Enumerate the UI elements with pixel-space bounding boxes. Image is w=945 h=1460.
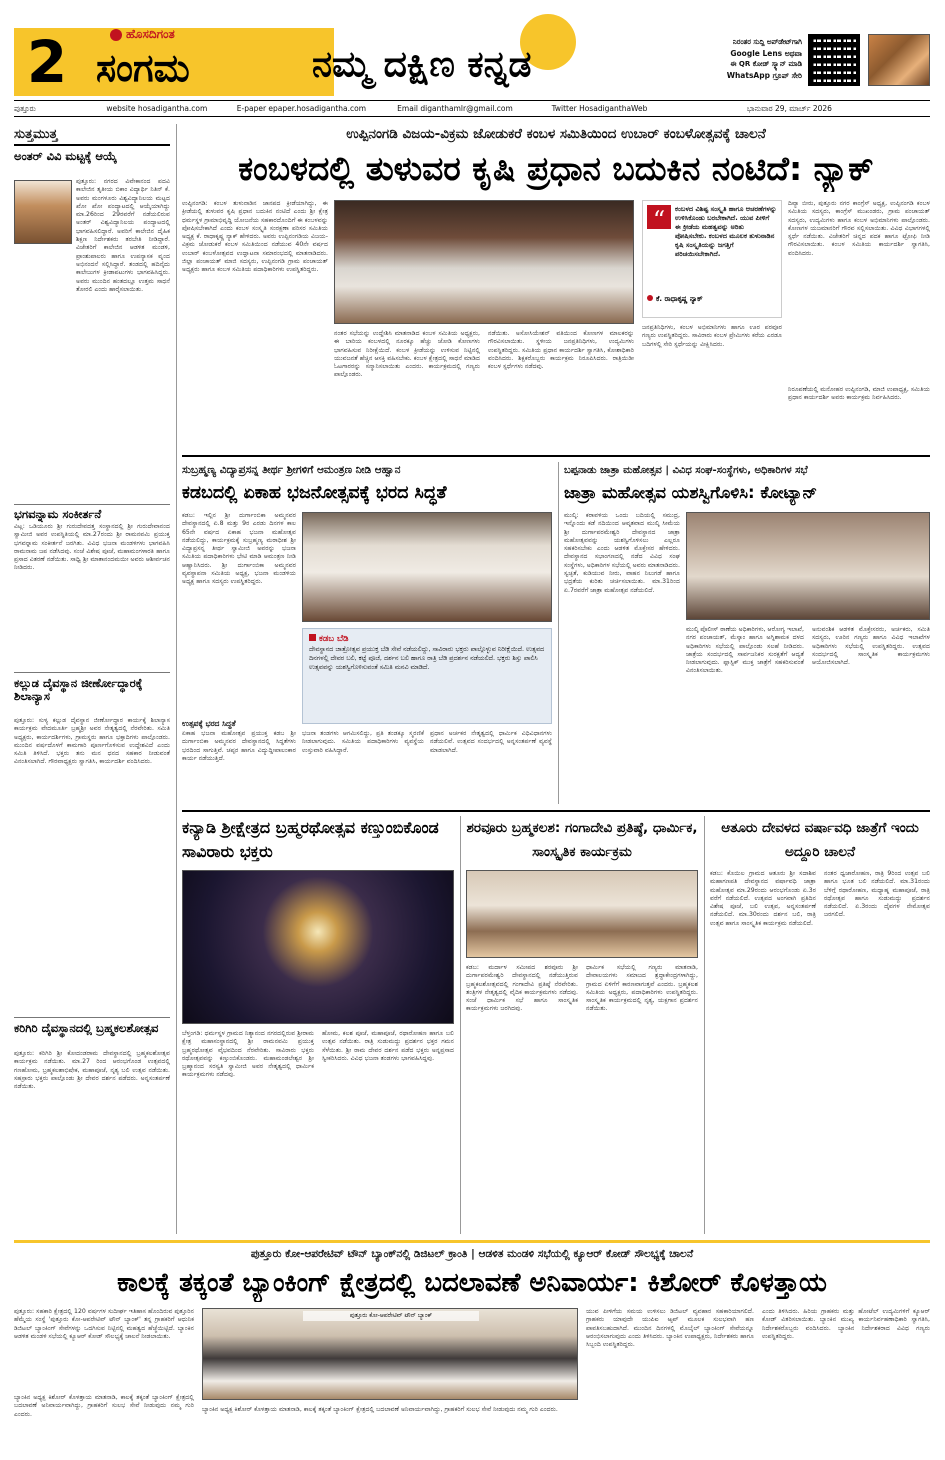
story-column: ಎಂದು ತಿಳಿಸಿದರು. ಹಿರಿಯ ಗ್ರಾಹಕರು ಮತ್ತು ಹೋಟೆಲ್ ಉದ್ಯಮಿಗಳಿಗೆ ಕ್ಯೂಆರ್ ಕೋಡ್ ವಿತರಿಸಲಾಯಿತು. ಬ್ಯಾಂಕಿನ ಮುಖ್ಯ ಕಾರ್ಯನಿರ್ವಹಣಾಧಿಕಾರಿ ಸ್ವಾಗತಿಸಿ, ನಿರ್ದೇಶಕರೊಬ್ಬರು ವಂದಿಸಿದರು. ಬ್ಯಾಂಕಿನ ನಿರ್ದೇಶಕರಾದ ವಿವಿಧ ಗಣ್ಯರು ಉಪಸ್ಥಿತರಿದ್ದರು. [762,1308,930,1340]
story-kicker: ಬಪ್ಪನಾಡು ಜಾತ್ರಾ ಮಹೋತ್ಸವ | ವಿವಿಧ ಸಂಘ-ಸಂಸ್ಥೆಗಳು, ಅಧಿಕಾರಿಗಳ ಸಭೆ [564,465,808,476]
bhajan-story [182,462,552,804]
sidebar-item-title: ಕರಿಗಿರಿ ದೈವಸ್ಥಾನದಲ್ಲಿ ಬ್ರಹ್ಮಕಲಶೋತ್ಸವ [14,1021,159,1035]
info-website[interactable]: website hosadigantha.com [106,104,208,113]
story-column: ನಿರೂಪಣೆಯಲ್ಲಿ ಮನೋಹರ ಉಪ್ಪಿನಂಗಡಿ, ಮಾಜಿ ಉಪಾಧ್ಯಕ್ಷ, ಸಮಿತಿಯ ಪ್ರಧಾನ ಕಾರ್ಯದರ್ಶಿ ಅವರು ಕಾರ್ಯಕ್ರಮ ನಿರ್ವಹಿಸಿದರು. [788,386,930,402]
story-column: ಏಕಾಹ ಭಜನಾ ಮಹೋತ್ಸವ ಪ್ರಯುಕ್ತ ಕಡಬ ಶ್ರೀ ದುರ್ಗಾಂಬಿಕಾ ಅಮ್ಮನವರ ದೇವಸ್ಥಾನದಲ್ಲಿ ಸಿದ್ಧತೆಗಳು ಭರದಿಂದ ಸಾಗುತ್ತಿವೆ. ಚಪ್ಪರ ಹಾಗೂ ವಿದ್ಯುದ್ದೀಪಾಲಂಕಾರ ಕಾರ್ಯ ನಡೆಯುತ್ತಿದೆ. [182,730,296,762]
story-column: ಬ್ಯಾಂಕಿನ ಅಧ್ಯಕ್ಷ ಕಿಶೋರ್ ಕೊಳತ್ತಾಯ ಮಾತನಾಡಿ, ಕಾಲಕ್ಕೆ ತಕ್ಕಂತೆ ಬ್ಯಾಂಕಿಂಗ್ ಕ್ಷೇತ್ರದಲ್ಲಿ ಬದಲಾವಣೆ ಅನಿವಾರ್ಯವಾಗಿದ್ದು, ಗ್ರಾಹಕರಿಗೆ ಸುಲಭ ಸೇವೆ ನೀಡುವುದು ನಮ್ಮ ಗುರಿ ಎಂದರು. [14,1394,194,1418]
page-title: ನಮ್ಮ ದಕ್ಷಿಣ ಕನ್ನಡ [312,44,532,85]
sidebar [14,124,170,1234]
story-column: ಭಜನಾ ತಂಡಗಳು ಆಗಮಿಸಲಿದ್ದು, ಪ್ರತಿ ತಂಡಕ್ಕೂ ಸ್ಮರಣಿಕೆ ನೀಡಲಾಗುವುದು. ಸಮಿತಿಯ ಪದಾಧಿಕಾರಿಗಳು ವ್ಯವಸ್ಥೆಯ ಉಸ್ತುವಾರಿ ವಹಿಸಿದ್ದಾರೆ. [302,730,424,754]
story-column: ಪ್ರಧಾನ ಅರ್ಚಕರ ನೇತೃತ್ವದಲ್ಲಿ ಧಾರ್ಮಿಕ ವಿಧಿವಿಧಾನಗಳು ನಡೆಯಲಿವೆ. ಉತ್ಸವದ ಸಂದರ್ಭದಲ್ಲಿ ಅನ್ನಸಂತರ್ಪಣೆ ವ್ಯವಸ್ಥೆ ಮಾಡಲಾಗಿದೆ. [430,730,552,754]
qr-caption-line: ಈ QR ಕೋಡ್ ಸ್ಕ್ಯಾನ್ ಮಾಡಿ [730,60,802,68]
header-photo [868,34,930,86]
info-epaper[interactable]: E-paper epaper.hosadigantha.com [236,104,367,113]
sidebar-item-title: ಕಲ್ಲುಡ ದೈವಸ್ಥಾನ ಜೀರ್ಣೋದ್ಧಾರಕ್ಕೆ ಶಿಲಾನ್ಯಾಸ [14,676,143,703]
sidebar-item-body: ಪುತ್ತೂರು: ನಗರದ ವಿವೇಕಾನಂದ ಪದವಿ ಕಾಲೇಜಿನ ತೃತೀಯ ಬಿಕಾಂ ವಿದ್ಯಾರ್ಥಿ ನಿತಿನ್ ಕೆ. ಅವರು ಮಂಗಳೂರು ವಿಶ್ವವಿದ್ಯಾನಿಲಯ ಮಟ್ಟದ ಖೋ ಖೋ ಪಂದ್ಯಾಟದಲ್ಲಿ ಆಯ್ಕೆಯಾಗಿದ್ದು ಮಾ.26ರಿಂದ 29ರವರೆಗೆ ನಡೆಯಲಿರುವ ಅಂತರ್ ವಿಶ್ವವಿದ್ಯಾನಿಲಯ ಪಂದ್ಯಾಟದಲ್ಲಿ ಭಾಗವಹಿಸಲಿದ್ದಾರೆ. ಅವರಿಗೆ ಕಾಲೇಜಿನ ದೈಹಿಕ ಶಿಕ್ಷಣ ನಿರ್ದೇಶಕರು ತರಬೇತಿ ನೀಡಿದ್ದಾರೆ. ವಿಜೇತರಿಗೆ ಕಾಲೇಜಿನ ಆಡಳಿತ ಮಂಡಳಿ, ಪ್ರಾಂಶುಪಾಲರು ಹಾಗೂ ಉಪನ್ಯಾಸಕ ವೃಂದ ಅಭಿನಂದನೆ ಸಲ್ಲಿಸಿದ್ದಾರೆ. ತಂಡದಲ್ಲಿ ಹದಿನೈದು ಕಾಲೇಜುಗಳ ಕ್ರೀಡಾಪಟುಗಳು ಭಾಗವಹಿಸಿದ್ದರು. ಅವರು ಮುಂದಿನ ಹಂತದಲ್ಲೂ ಉತ್ತಮ ಸಾಧನೆ ತೋರಲಿ ಎಂದು ಹಾರೈಸಲಾಯಿತು. [76,178,170,293]
bank-photo-caption: ಪುತ್ತೂರು ಕೋ-ಆಪರೇಟಿವ್ ಟೌನ್ ಬ್ಯಾಂಕ್ [303,1311,479,1321]
story-column: ಯುವ ಪೀಳಿಗೆಯ ಸಮಯ ಉಳಿಸಲು ಡಿಜಿಟಲ್ ವ್ಯವಹಾರ ಸಹಕಾರಿಯಾಗಲಿದೆ. ಗ್ರಾಹಕರು ಯಾವುದೇ ಯುಪಿಐ ಆ್ಯಪ್ ಮೂಲಕ ಸುಲಭವಾಗಿ ಹಣ ಪಾವತಿಸಬಹುದಾಗಿದೆ. ಮುಂದಿನ ದಿನಗಳಲ್ಲಿ ಮೊಬೈಲ್ ಬ್ಯಾಂಕಿಂಗ್ ಸೇವೆಯನ್ನೂ ಆರಂಭಿಸಲಾಗುವುದು ಎಂದು ತಿಳಿಸಿದರು. ಬ್ಯಾಂಕಿನ ಉಪಾಧ್ಯಕ್ಷರು, ನಿರ್ದೇಶಕರು ಹಾಗೂ ಸಿಬ್ಬಂದಿ ಉಪಸ್ಥಿತರಿದ್ದರು. [586,1308,754,1349]
masthead [0,0,945,98]
story-column: ಜನಪ್ರತಿನಿಧಿಗಳು, ಕಂಬಳ ಅಭಿಮಾನಿಗಳು ಹಾಗೂ ಊರ ಪರವೂರ ಗಣ್ಯರು ಉಪಸ್ಥಿತರಿದ್ದರು. ಸಾವಿರಾರು ಕಂಬಳ ಪ್ರೇಮಿಗಳು ಕರೆಯ ಎರಡೂ ಬದಿಗಳಲ್ಲಿ ಸೇರಿ ಸ್ಪರ್ಧೆಯನ್ನು ವೀಕ್ಷಿಸಿದರು. [642,324,782,348]
story-column: ಬ್ಯಾಂಕಿನ ಅಧ್ಯಕ್ಷ ಕಿಶೋರ್ ಕೊಳತ್ತಾಯ ಮಾತನಾಡಿ, ಕಾಲಕ್ಕೆ ತಕ್ಕಂತೆ ಬ್ಯಾಂಕಿಂಗ್ ಕ್ಷೇತ್ರದಲ್ಲಿ ಬದಲಾವಣೆ ಅನಿವಾರ್ಯವಾಗಿದ್ದು, ಗ್ರಾಹಕರಿಗೆ ಸುಲಭ ಸೇವೆ ನೀಡುವುದು ನಮ್ಮ ಗುರಿ ಎಂದರು. [202,1406,558,1413]
sidebar-item-body: ಪುತ್ತೂರು: ಕರಿಗಿರಿ ಶ್ರೀ ಕೋದಂಡರಾಮ ದೇವಸ್ಥಾನದಲ್ಲಿ ಬ್ರಹ್ಮಕಲಶೋತ್ಸವ ಕಾರ್ಯಕ್ರಮ ನಡೆಯಿತು. ಮಾ.27 ರಿಂದ ಆರಂಭಗೊಂಡ ಉತ್ಸವದಲ್ಲಿ ಗಣಹೋಮ, ಬ್ರಹ್ಮಕಲಶಾಭಿಷೇಕ, ಮಹಾಪೂಜೆ, ನೃತ್ಯ ಬಲಿ ಉತ್ಸವ ನಡೆಯಿತು. ಸಹಸ್ರಾರು ಭಕ್ತರು ಪಾಲ್ಗೊಂಡು ಶ್ರೀ ದೇವರ ದರ್ಶನ ಪಡೆದರು. ಅನ್ನಸಂತರ್ಪಣೆ ನಡೆಯಿತು. [14,1050,170,1091]
bank-accent-line [14,1240,930,1243]
sidebar-avatar [14,180,72,244]
sidebar-header-label: ಸುತ್ತಮುತ್ತ [14,127,58,142]
story-subhead: ಉತ್ಸವಕ್ಕೆ ಭರದ ಸಿದ್ಧತೆ [182,719,236,728]
info-city: ಪುತ್ತೂರು [14,104,36,113]
quote-author-name: ಕೆ. ರಾಧಾಕೃಷ್ಣ ನ್ಯಾಕ್ [656,295,703,303]
story-column: ನಂತರ ಧ್ವಜಾರೋಹಣ, ರಾತ್ರಿ 9ರಿಂದ ಉತ್ಸವ ಬಲಿ ಹಾಗೂ ಭೂತ ಬಲಿ ನಡೆಯಲಿದೆ. ಮಾ.31ರಂದು ಬೆಳಿಗ್ಗೆ ರಥಾರೋಹಣ, ಮಧ್ಯಾಹ್ನ ಮಹಾಪೂಜೆ, ರಾತ್ರಿ ರಥೋತ್ಸವ ಹಾಗೂ ಸುಡುಮದ್ದು ಪ್ರದರ್ಶನ ನಡೆಯಲಿದೆ. ಏ.3ರಂದು ದೈವಗಳ ನೇಮೋತ್ಸವ ಜರಗಲಿದೆ. [824,870,930,919]
sidebar-item [14,677,170,1009]
bank-photo [202,1308,578,1400]
story-column: ಕಡಬ: ಇಲ್ಲಿನ ಶ್ರೀ ದುರ್ಗಾಂಬಿಕಾ ಅಮ್ಮನವರ ದೇವಸ್ಥಾನದಲ್ಲಿ ಏ.8 ಮತ್ತು 9ರ ಎರಡು ದಿನಗಳ ಕಾಲ 65ನೇ ವರ್ಷದ ಏಕಾಹ ಭಜನಾ ಮಹೋತ್ಸವ ನಡೆಯಲಿದ್ದು, ಕಾರ್ಯಕ್ರಮಕ್ಕೆ ಸುಬ್ರಹ್ಮಣ್ಯ ಮಠಾಧೀಶ ಶ್ರೀ ವಿದ್ಯಾಪ್ರಸನ್ನ ತೀರ್ಥ ಸ್ವಾಮೀಜಿ ಅವರನ್ನು ಭಜನಾ ಸಮಿತಿಯ ಪದಾಧಿಕಾರಿಗಳು ಭೇಟಿ ಮಾಡಿ ಆಮಂತ್ರಣ ನೀಡಿ ಆಹ್ವಾನಿಸಿದರು. ಶ್ರೀ ದುರ್ಗಾಂಬಿಕಾ ಅಮ್ಮನವರ ವ್ಯವಸ್ಥಾಪನಾ ಸಮಿತಿಯ ಅಧ್ಯಕ್ಷ, ಭಜನಾ ಮಂಡಳಿಯ ಅಧ್ಯಕ್ಷ ಹಾಗೂ ಸದಸ್ಯರು ಉಪಸ್ಥಿತರಿದ್ದರು. [182,512,296,586]
story-column: ಮುಲ್ಕಿ ಪೊಲೀಸ್ ಠಾಣೆಯ ಅಧಿಕಾರಿಗಳು, ಆರೋಗ್ಯ ಇಲಾಖೆ, ನಗರ ಪಂಚಾಯತ್, ಮೆಸ್ಕಾಂ ಹಾಗೂ ಅಗ್ನಿಶಾಮಕ ದಳದ ಅಧಿಕಾರಿಗಳು ಸಭೆಯಲ್ಲಿ ಪಾಲ್ಗೊಂಡು ಸಲಹೆ ನೀಡಿದರು. ಜಾತ್ರೆಯ ಸಂದರ್ಭದಲ್ಲಿ ಸಾರ್ವಜನಿಕರ ಸುರಕ್ಷತೆಗೆ ಆದ್ಯತೆ ನೀಡಲಾಗುವುದು. ಪ್ಲಾಸ್ಟಿಕ್ ಮುಕ್ತ ಜಾತ್ರೆಗೆ ಸಹಕರಿಸುವಂತೆ ವಿನಂತಿಸಲಾಯಿತು. [686,626,804,675]
quote-author [647,294,777,304]
qr-caption-line: WhatsApp ಗ್ರೂಪ್ ಸೇರಿ [726,71,802,80]
bedi-box-icon [309,634,316,641]
bhajan-photo [302,512,552,622]
story-headline: ಆತೂರು ದೇವಳದ ವರ್ಷಾವಧಿ ಜಾತ್ರೆಗೆ ಇಂದು ಅದ್ದೂರಿ ಚಾಲನೆ [721,820,919,860]
sidebar-item-body: ಪುತ್ತೂರು: ಸುಳ್ಯ ಕಲ್ಲುಡ ದೈವಸ್ಥಾನ ಜೀರ್ಣೋದ್ಧಾರ ಕಾರ್ಯಕ್ಕೆ ಶಿಲಾನ್ಯಾಸ ಕಾರ್ಯಕ್ರಮ ವೇದಮೂರ್ತಿ ಬ್ರಹ್ಮಶ್ರೀ ಅವರ ನೇತೃತ್ವದಲ್ಲಿ ನೆರವೇರಿತು. ಸಮಿತಿ ಅಧ್ಯಕ್ಷರು, ಕಾರ್ಯದರ್ಶಿಗಳು, ಗ್ರಾಮಸ್ಥರು ಹಾಗೂ ಭಕ್ತಾದಿಗಳು ಪಾಲ್ಗೊಂಡರು. ಮುಂದಿನ ವರ್ಷದೊಳಗೆ ಕಾಮಗಾರಿ ಪೂರ್ಣಗೊಳಿಸುವ ಉದ್ದೇಶವಿದೆ ಎಂದು ಸಮಿತಿ ತಿಳಿಸಿದೆ. ಭಕ್ತರು ತನು ಮನ ಧನದ ಸಹಕಾರ ನೀಡುವಂತೆ ವಿನಂತಿಸಲಾಗಿದೆ. ಗೌರವಾಧ್ಯಕ್ಷರು ಸ್ವಾಗತಿಸಿ, ಕಾರ್ಯದರ್ಶಿ ವಂದಿಸಿದರು. [14,717,170,766]
qr-caption [642,37,802,95]
story-column: ನಡೆಯಿತು. ಅಸೋಸಿಯೇಶನ್ ವತಿಯಿಂದ ಕೋಣಗಳ ಮಾಲಕರನ್ನು ಗೌರವಿಸಲಾಯಿತು. ಸ್ಥಳೀಯ ಜನಪ್ರತಿನಿಧಿಗಳು, ಉದ್ಯಮಿಗಳು ಉಪಸ್ಥಿತರಿದ್ದರು. ಸಮಿತಿಯ ಪ್ರಧಾನ ಕಾರ್ಯದರ್ಶಿ ಸ್ವಾಗತಿಸಿ, ಕೋಶಾಧಿಕಾರಿ ವಂದಿಸಿದರು. ಶಿಕ್ಷಕರೊಬ್ಬರು ಕಾರ್ಯಕ್ರಮ ನಿರೂಪಿಸಿದರು. ರಾತ್ರಿಯಿಡೀ ಕಂಬಳ ಸ್ಪರ್ಧೆಗಳು ನಡೆದವು. [488,330,634,371]
quote-box [642,200,782,318]
story-headline: ಜಾತ್ರಾ ಮಹೋತ್ಸವ ಯಶಸ್ವಿಗೊಳಿಸಿ: ಕೋಟ್ಯಾನ್ [564,483,818,502]
bedi-box [302,628,552,724]
story-headline: ಶರವೂರು ಬ್ರಹ್ಮಕಲಶ: ಗಂಗಾದೇವಿ ಪ್ರತಿಷ್ಠೆ, ಧಾರ್ಮಿಕ, ಸಾಂಸ್ಕೃತಿಕ ಕಾರ್ಯಕ್ರಮ [466,820,698,860]
kambala-story [182,124,930,450]
page-number: 2 [26,28,68,96]
story-kicker: ಸುಬ್ರಹ್ಮಣ್ಯ ವಿದ್ಯಾಪ್ರಸನ್ನ ತೀರ್ಥ ಶ್ರೀಗಳಿಗೆ ಆಮಂತ್ರಣ ನೀಡಿ ಆಹ್ವಾನ [182,464,401,476]
quote-bullet-icon [647,295,653,301]
jatra-photo [686,512,930,620]
story-column: ಅನುವಂಶಿಕ ಆಡಳಿತ ಮೊಕ್ತೇಸರರು, ಅರ್ಚಕರು, ಸಮಿತಿ ಸದಸ್ಯರು, ಊರಿನ ಗಣ್ಯರು ಹಾಗೂ ವಿವಿಧ ಇಲಾಖೆಗಳ ಅಧಿಕಾರಿಗಳು ಸಭೆಯಲ್ಲಿ ಉಪಸ್ಥಿತರಿದ್ದರು. ಉತ್ಸವದ ಸಂದರ್ಭದಲ್ಲಿ ಸಾಂಸ್ಕೃತಿಕ ಕಾರ್ಯಕ್ರಮಗಳು ಆಯೋಜಿಸಲಾಗಿದೆ. [812,626,930,667]
brand-logo [110,26,250,42]
kambala-photo [334,200,634,324]
info-email[interactable]: Email diganthamlr@gmail.com [397,104,513,113]
story-column: ಕಡಬ: ಕೊಯಿಲ ಗ್ರಾಮದ ಆತೂರು ಶ್ರೀ ಸದಾಶಿವ ಮಹಾಗಣಪತಿ ದೇವಸ್ಥಾನದ ವರ್ಷಾವಧಿ ಜಾತ್ರಾ ಮಹೋತ್ಸವ ಮಾ.29ರಂದು ಆರಂಭಗೊಂಡು ಏ.3ರ ವರೆಗೆ ನಡೆಯಲಿದೆ. ಉತ್ಸವದ ಅಂಗವಾಗಿ ಪ್ರತಿದಿನ ವಿಶೇಷ ಪೂಜೆ, ಬಲಿ ಉತ್ಸವ, ಅನ್ನಸಂತರ್ಪಣೆ ನಡೆಯಲಿದೆ. ಮಾ.30ರಂದು ದರ್ಶನ ಬಲಿ, ರಾತ್ರಿ ಉತ್ಸವ ಹಾಗೂ ಸಾಂಸ್ಕೃತಿಕ ಕಾರ್ಯಕ್ರಮ ನಡೆಯಲಿದೆ. [710,870,816,927]
story-headline: ಕಂಬಳದಲ್ಲಿ ತುಳುವರ ಕೃಷಿ ಪ್ರಧಾನ ಬದುಕಿನ ನಂಟಿದೆ: ನ್ಯಾಕ್ [238,149,874,188]
sidebar-item [14,150,170,496]
story-column: ಮುಲ್ಕಿ: ಕರಾವಳಿಯ ಒಂದು ಬದಿಯಲ್ಲಿ ಸಮುದ್ರ, ಇನ್ನೊಂದು ಕಡೆ ನದಿಯಿಂದ ಆವೃತವಾದ ಮುಲ್ಕಿ ಸೀಮೆಯ ಶ್ರೀ ದುರ್ಗಾಪರಮೇಶ್ವರಿ ದೇವಸ್ಥಾನದ ಜಾತ್ರಾ ಮಹೋತ್ಸವವನ್ನು ಯಶಸ್ವಿಗೊಳಿಸಲು ಎಲ್ಲರೂ ಸಹಕರಿಸಬೇಕು ಎಂದು ಆಡಳಿತ ಮೊಕ್ತೇಸರ ಹೇಳಿದರು. ದೇವಸ್ಥಾನದ ಸಭಾಂಗಣದಲ್ಲಿ ನಡೆದ ವಿವಿಧ ಸಂಘ ಸಂಸ್ಥೆಗಳು, ಅಧಿಕಾರಿಗಳ ಸಭೆಯಲ್ಲಿ ಅವರು ಮಾತನಾಡಿದರು. ಸ್ವಚ್ಛತೆ, ಕುಡಿಯುವ ನೀರು, ವಾಹನ ನಿಲುಗಡೆ ಹಾಗೂ ಭದ್ರತೆಯ ಕುರಿತು ಚರ್ಚಿಸಲಾಯಿತು. ಮಾ.31ರಿಂದ ಏ.7ರವರೆಗೆ ಜಾತ್ರಾ ಮಹೋತ್ಸವ ನಡೆಯಲಿದೆ. [564,512,680,594]
bedi-box-body: ದೇವಸ್ಥಾನದ ಜಾತ್ರೋತ್ಸವ ಪ್ರಯುಕ್ತ ಬೆಡಿ ಸೇವೆ ನಡೆಯಲಿದ್ದು, ಸಾವಿರಾರು ಭಕ್ತರು ಪಾಲ್ಗೊಳ್ಳುವ ನಿರೀಕ್ಷೆಯಿದೆ. ಉತ್ಸವದ ದಿನಗಳಲ್ಲಿ ದೇವರ ಬಲಿ, ಕಟ್ಟೆ ಪೂಜೆ, ದರ್ಶನ ಬಲಿ ಹಾಗೂ ರಾತ್ರಿ ಬೆಡಿ ಪ್ರದರ್ಶನ ನಡೆಯಲಿದೆ. ಭಕ್ತರು ಶಿಸ್ತು ಪಾಲಿಸಿ ಉತ್ಸವವನ್ನು ಯಶಸ್ವಿಗೊಳಿಸುವಂತೆ ಸಮಿತಿ ಮನವಿ ಮಾಡಿದೆ. [309,645,545,671]
story-column: ಪುತ್ತೂರು: ಸಹಕಾರಿ ಕ್ಷೇತ್ರದಲ್ಲಿ 120 ವರ್ಷಗಳ ಸುದೀರ್ಘ ಇತಿಹಾಸ ಹೊಂದಿರುವ ಪುತ್ತೂರಿನ ಹೆಮ್ಮೆಯ ಸಂಸ್ಥೆ 'ಪುತ್ತೂರು ಕೋ-ಆಪರೇಟಿವ್ ಟೌನ್ ಬ್ಯಾಂಕ್' ತನ್ನ ಗ್ರಾಹಕರಿಗೆ ಆಧುನಿಕ ಡಿಜಿಟಲ್ ಬ್ಯಾಂಕಿಂಗ್ ಸೇವೆಗಳನ್ನು ಒದಗಿಸುವ ನಿಟ್ಟಿನಲ್ಲಿ ಮಹತ್ವದ ಹೆಜ್ಜೆಯಿಟ್ಟಿದೆ. ಬ್ಯಾಂಕಿನ ಆಡಳಿತ ಮಂಡಳಿ ಸಭೆಯಲ್ಲಿ ಕ್ಯೂಆರ್ ಕೋಡ್ ಸೌಲಭ್ಯಕ್ಕೆ ಚಾಲನೆ ನೀಡಲಾಯಿತು. [14,1308,194,1340]
sidebar-item [14,508,170,669]
quote-text: ಕಂಬಳದ ವಿಶಿಷ್ಟ ಸಂಸ್ಕೃತಿ ಹಾಗೂ ಆಚರಣೆಗಳನ್ನು ಉಳಿಸಿಕೊಂಡು ಬರಬೇಕಾಗಿದೆ. ಯುವ ಪೀಳಿಗೆ ಈ ಕ್ರೀಡೆಯ ಮಹತ್ವವನ್ನು ಅರಿತು ಪೋಷಿಸಬೇಕು. ಕಂಬಳದ ಮೂಲಕ ತುಳುನಾಡಿನ ಕೃಷಿ ಸಂಸ್ಕೃತಿಯನ್ನು ಜಗತ್ತಿಗೆ ಪರಿಚಯಿಸಬೇಕಾಗಿದೆ. [675,205,777,258]
atur-story [710,816,930,1234]
sharavoor-photo [466,870,698,958]
quote-icon: “ [647,205,671,229]
story-kicker: ಪುತ್ತೂರು ಕೋ-ಆಪರೇಟಿವ್ ಟೌನ್ ಬ್ಯಾಂಕ್‌ನಲ್ಲಿ ಡಿಜಿಟಲ್ ಕ್ರಾಂತಿ | ಆಡಳಿತ ಮಂಡಳಿ ಸಭೆಯಲ್ಲಿ ಕ್ಯೂಆರ್ ಕೋಡ್ ಸೌಲಭ್ಯಕ್ಕೆ ಚಾಲನೆ [250,1248,694,1260]
info-bar [14,100,930,117]
bedi-box-title [309,633,545,645]
story-column: ದಿವ್ಯಾ ಬೀರು, ಪುತ್ತೂರು ನಗರ ಕಾಂಗ್ರೆಸ್ ಅಧ್ಯಕ್ಷ, ಉಪ್ಪಿನಂಗಡಿ ಕಂಬಳ ಸಮಿತಿಯ ಸದಸ್ಯರು, ಕಾಂಗ್ರೆಸ್ ಮುಖಂಡರು, ಗ್ರಾಮ ಪಂಚಾಯತ್ ಸದಸ್ಯರು, ಉದ್ಯಮಿಗಳು ಹಾಗೂ ಕಂಬಳ ಅಭಿಮಾನಿಗಳು ಪಾಲ್ಗೊಂಡರು. ಕೋಣಗಳ ಯಜಮಾನರಿಗೆ ಗೌರವ ಸಲ್ಲಿಸಲಾಯಿತು. ವಿವಿಧ ವಿಭಾಗಗಳಲ್ಲಿ ಸ್ಪರ್ಧೆ ನಡೆಯಿತು. ವಿಜೇತರಿಗೆ ಚಿನ್ನದ ಪದಕ ಹಾಗೂ ಟ್ರೋಫಿ ನೀಡಿ ಗೌರವಿಸಲಾಯಿತು. ಕಂಬಳ ಸಮಿತಿಯ ಕಾರ್ಯದರ್ಶಿ ಸ್ವಾಗತಿಸಿ, ವಂದಿಸಿದರು. [788,200,930,257]
sidebar-item-title: ಭಗವನ್ನಾಮ ಸಂಕೀರ್ತನೆ [14,507,102,521]
supplement-name: ಸಂಗಮ [96,46,190,90]
brahmaratha-story [182,816,454,1234]
story-column: ಹೋಮ, ಕಲಶ ಪೂಜೆ, ಮಹಾಪೂಜೆ, ರಥಾರೋಹಣ ಹಾಗೂ ಬಲಿ ಉತ್ಸವ ನಡೆಯಿತು. ರಾತ್ರಿ ಸುಡುಮದ್ದು ಪ್ರದರ್ಶನ ಭಕ್ತರ ಗಮನ ಸೆಳೆಯಿತು. ಶ್ರೀ ರಾಮ ದೇವರ ದರ್ಶನ ಪಡೆದ ಭಕ್ತರು ಅನ್ನಪ್ರಸಾದ ಸ್ವೀಕರಿಸಿದರು. ವಿವಿಧ ಭಜನಾ ತಂಡಗಳು ಭಾಗವಹಿಸಿದ್ದವು. [322,1030,454,1062]
story-headline: ಕಾಲಕ್ಕೆ ತಕ್ಕಂತೆ ಬ್ಯಾಂಕಿಂಗ್ ಕ್ಷೇತ್ರದಲ್ಲಿ ಬದಲಾವಣೆ ಅನಿವಾರ್ಯ: ಕಿಶೋರ್ ಕೊಳತ್ತಾಯ [117,1268,827,1298]
sidebar-item-body: ವಿಟ್ಲ: ಒಡಿಯೂರು ಶ್ರೀ ಗುರುದೇವದತ್ತ ಸಂಸ್ಥಾನದಲ್ಲಿ ಶ್ರೀ ಗುರುದೇವಾನಂದ ಸ್ವಾಮೀಜಿ ಅವರ ಉಪಸ್ಥಿತಿಯಲ್ಲಿ ಮಾ.27ರಂದು ಶ್ರೀ ರಾಮನವಮಿ ಪ್ರಯುಕ್ತ ಭಗವನ್ನಾಮ ಸಂಕೀರ್ತನೆ ಜರಗಿತು. ವಿವಿಧ ಭಜನಾ ಮಂಡಳಿಗಳು ಭಾಗವಹಿಸಿ ರಾಮನಾಮ ಜಪ ನಡೆಸಿದವು. ಸಂಜೆ ವಿಶೇಷ ಪೂಜೆ, ಮಹಾಮಂಗಳಾರತಿ ಹಾಗೂ ಪ್ರಸಾದ ವಿತರಣೆ ನಡೆಯಿತು. ಸಾಧ್ವಿ ಶ್ರೀ ಮಾತಾನಂದಮಯೀ ಅವರು ಆಶೀರ್ವಚನ ನೀಡಿದರು. [14,523,170,572]
story-kicker: ಉಪ್ಪಿನಂಗಡಿ ವಿಜಯ-ವಿಕ್ರಮ ಜೋಡುಕರೆ ಕಂಬಳ ಸಮಿತಿಯಿಂದ ಉಬಾರ್ ಕಂಬಳೋತ್ಸವಕ್ಕೆ ಚಾಲನೆ [346,126,766,142]
sidebar-header [14,124,170,146]
brand-name: ಹೊಸದಿಗಂತ [126,27,175,41]
story-headline: ಕಡಬದಲ್ಲಿ ಏಕಾಹ ಭಜನೋತ್ಸವಕ್ಕೆ ಭರದ ಸಿದ್ಧತೆ [182,483,447,503]
story-column: ಉಪ್ಪಿನಂಗಡಿ: ಕಂಬಳ ತುಳುನಾಡಿನ ಜಾನಪದ ಕ್ರೀಡೆಯಾಗಿದ್ದು, ಈ ಕ್ರೀಡೆಯಲ್ಲಿ ತುಳುವರ ಕೃಷಿ ಪ್ರಧಾನ ಬದುಕಿನ ನಂಟಿದೆ ಎಂದು ಶ್ರೀ ಕ್ಷೇತ್ರ ಧರ್ಮಸ್ಥಳ ಗ್ರಾಮಾಭಿವೃದ್ಧಿ ಯೋಜನೆಯ ಸಹಕಾರದೊಂದಿಗೆ ಈ ಕಂಬಳವನ್ನು ಪೋಷಿಸಬೇಕಾಗಿದೆ ಎಂದು ಕಂಬಳ ಸಂಸ್ಕೃತಿ ಸಂರಕ್ಷಣಾ ಪರಿಸರ ಸಮಿತಿಯ ಅಧ್ಯಕ್ಷ ಕೆ. ರಾಧಾಕೃಷ್ಣ ನ್ಯಾಕ್ ಹೇಳಿದರು. ಅವರು ಉಪ್ಪಿನಂಗಡಿಯ ವಿಜಯ-ವಿಕ್ರಮ ಜೋಡುಕರೆ ಕಂಬಳ ಸಮಿತಿಯಿಂದ ನಡೆಯುವ 40ನೇ ವರ್ಷದ ಉಬಾರ್ ಕಂಬಳೋತ್ಸವದ ಉದ್ಘಾಟನಾ ಸಮಾರಂಭದಲ್ಲಿ ಮಾತನಾಡಿದರು. ಜಿಲ್ಲಾ ಪಂಚಾಯತ್ ಮಾಜಿ ಸದಸ್ಯರು, ಉಪ್ಪಿನಂಗಡಿ ಗ್ರಾಮ ಪಂಚಾಯತ್ ಅಧ್ಯಕ್ಷರು ಹಾಗೂ ಕಂಬಳ ಸಮಿತಿಯ ಪದಾಧಿಕಾರಿಗಳು ಉಪಸ್ಥಿತರಿದ್ದರು. [182,200,328,274]
info-twitter[interactable]: Twitter HosadiganthaWeb [551,104,648,113]
qr-code-icon[interactable] [808,34,860,86]
sharavoor-story [466,816,698,1234]
info-date: ಭಾನುವಾರ 29, ಮಾರ್ಚ್ 2026 [746,104,832,113]
story-column: ಧಾರ್ಮಿಕ ಸಭೆಯಲ್ಲಿ ಗಣ್ಯರು ಮಾತನಾಡಿ, ದೇವಾಲಯಗಳು ಸಮಾಜದ ಶ್ರದ್ಧಾಕೇಂದ್ರಗಳಾಗಿದ್ದು, ಗ್ರಾಮದ ಏಳಿಗೆಗೆ ಕಾರಣವಾಗುತ್ತವೆ ಎಂದರು. ಬ್ರಹ್ಮಕಲಶ ಸಮಿತಿಯ ಅಧ್ಯಕ್ಷರು, ಪದಾಧಿಕಾರಿಗಳು ಉಪಸ್ಥಿತರಿದ್ದರು. ಸಾಂಸ್ಕೃತಿಕ ಕಾರ್ಯಕ್ರಮದಲ್ಲಿ ನೃತ್ಯ, ಯಕ್ಷಗಾನ ಪ್ರದರ್ಶನ ನಡೆಯಿತು. [586,964,698,1013]
ratha-photo [182,870,454,1024]
bedi-box-title-text: ಕಡಬ ಬೆಡಿ [319,634,349,644]
qr-caption-line: ನಿರಂತರ ಸುದ್ದಿ ಅಪ್‌ಡೇಟ್‌ಗಾಗಿ [732,38,802,46]
story-column: ಕಡಬ: ಮರ್ದಾಳ ಸಮೀಪದ ಶರವೂರು ಶ್ರೀ ದುರ್ಗಾಪರಮೇಶ್ವರಿ ದೇವಸ್ಥಾನದಲ್ಲಿ ನಡೆಯುತ್ತಿರುವ ಬ್ರಹ್ಮಕಲಶೋತ್ಸವದಲ್ಲಿ ಗಂಗಾದೇವಿ ಪ್ರತಿಷ್ಠೆ ನೆರವೇರಿತು. ತಂತ್ರಿಗಳ ನೇತೃತ್ವದಲ್ಲಿ ವೈದಿಕ ಕಾರ್ಯಕ್ರಮಗಳು ನಡೆದವು. ಸಂಜೆ ಧಾರ್ಮಿಕ ಸಭೆ ಹಾಗೂ ಸಾಂಸ್ಕೃತಿಕ ಕಾರ್ಯಕ್ರಮಗಳು ಜರಗಿದವು. [466,964,578,1013]
qr-caption-line: Google Lens ಅಥವಾ [730,49,802,58]
story-headline: ಕನ್ಯಾಡಿ ಶ್ರೀಕ್ಷೇತ್ರದ ಬ್ರಹ್ಮರಥೋತ್ಸವ ಕಣ್ತುಂಬಿಕೊಂಡ ಸಾವಿರಾರು ಭಕ್ತರು [182,818,439,861]
story-column: ನಂತರ ಸಭೆಯನ್ನು ಉದ್ದೇಶಿಸಿ ಮಾತನಾಡಿದ ಕಂಬಳ ಸಮಿತಿಯ ಅಧ್ಯಕ್ಷರು, ಈ ಬಾರಿಯ ಕಂಬಳದಲ್ಲಿ ನೂರಕ್ಕೂ ಹೆಚ್ಚು ಜೋಡಿ ಕೋಣಗಳು ಭಾಗವಹಿಸುವ ನಿರೀಕ್ಷೆಯಿದೆ. ಕಂಬಳ ಕ್ರೀಡೆಯನ್ನು ಉಳಿಸುವ ನಿಟ್ಟಿನಲ್ಲಿ ಯುವಜನತೆ ಹೆಚ್ಚಿನ ಆಸಕ್ತಿ ವಹಿಸಬೇಕು. ಕಂಬಳ ಕ್ಷೇತ್ರದಲ್ಲಿ ಸಾಧನೆ ಮಾಡಿದ ಓಟಗಾರರನ್ನು ಸನ್ಮಾನಿಸಲಾಯಿತು ಎಂದರು. ಕಾರ್ಯಕ್ರಮದಲ್ಲಿ ಗಣ್ಯರು ಪಾಲ್ಗೊಂಡರು. [334,330,480,379]
jatra-story [564,462,930,804]
story-column: ಬೆಳ್ತಂಗಡಿ: ಧರ್ಮಸ್ಥಳ ಗ್ರಾಮದ ನಿತ್ಯಾನಂದ ನಗರದಲ್ಲಿರುವ ಶ್ರೀರಾಮ ಕ್ಷೇತ್ರ ಮಹಾಸಂಸ್ಥಾನದಲ್ಲಿ ಶ್ರೀ ರಾಮನವಮಿ ಪ್ರಯುಕ್ತ ಬ್ರಹ್ಮರಥೋತ್ಸವ ವೈಭವದಿಂದ ನೆರವೇರಿತು. ಸಾವಿರಾರು ಭಕ್ತರು ರಥೋತ್ಸವವನ್ನು ಕಣ್ತುಂಬಿಕೊಂಡರು. ಮಹಾಮಂಡಲೇಶ್ವರ ಶ್ರೀ ಬ್ರಹ್ಮಾನಂದ ಸರಸ್ವತಿ ಸ್ವಾಮೀಜಿ ಅವರ ನೇತೃತ್ವದಲ್ಲಿ ಧಾರ್ಮಿಕ ಕಾರ್ಯಕ್ರಮಗಳು ನಡೆದವು. [182,1030,314,1079]
sidebar-item [14,1022,170,1230]
bank-story [14,1246,930,1454]
brand-logo-mark [110,29,122,41]
sidebar-item-title: ಅಂತರ್ ವಿವಿ ಮಟ್ಟಕ್ಕೆ ಆಯ್ಕೆ [14,149,117,163]
